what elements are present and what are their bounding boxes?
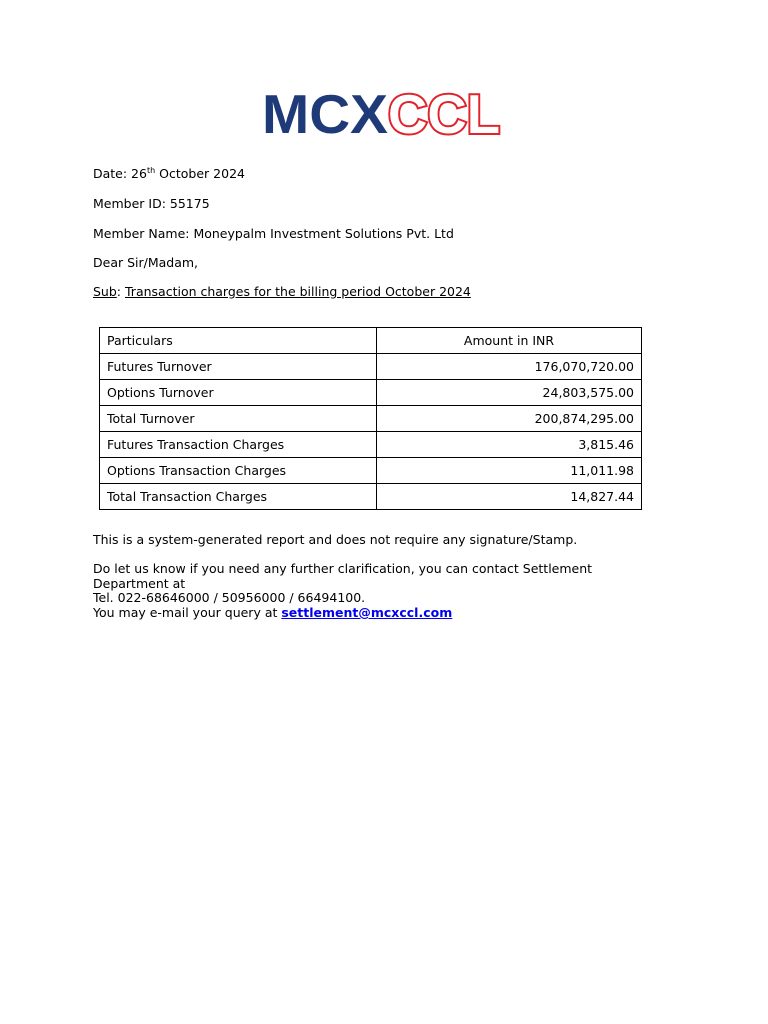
contact-line-1: Do let us know if you need any further clarification, you can contact Settlement Department at bbox=[93, 561, 593, 591]
row-label: Options Turnover bbox=[100, 380, 377, 406]
table-header-row bbox=[100, 328, 642, 354]
date-ordinal-suffix: th bbox=[146, 166, 156, 175]
email-line bbox=[93, 605, 452, 620]
date-line bbox=[93, 166, 245, 181]
row-label: Futures Transaction Charges bbox=[100, 432, 377, 458]
member-id: Member ID: 55175 bbox=[93, 196, 210, 211]
date-suffix: October 2024 bbox=[155, 166, 245, 181]
subject-line bbox=[93, 284, 471, 299]
row-amount: 3,815.46 bbox=[377, 432, 642, 458]
system-generated-note: This is a system-generated report and does not require any signature/Stamp. bbox=[93, 532, 578, 547]
table-row bbox=[100, 354, 642, 380]
transaction-charges-table bbox=[99, 327, 642, 510]
header-particulars: Particulars bbox=[100, 328, 377, 354]
row-amount: 200,874,295.00 bbox=[377, 406, 642, 432]
row-label: Options Transaction Charges bbox=[100, 458, 377, 484]
email-prefix: You may e-mail your query at bbox=[93, 605, 282, 620]
logo-mcx-text: MCX bbox=[262, 88, 389, 138]
subject-colon: : bbox=[116, 284, 122, 299]
salutation: Dear Sir/Madam, bbox=[93, 255, 199, 270]
row-label: Total Turnover bbox=[100, 406, 377, 432]
row-amount: 11,011.98 bbox=[377, 458, 642, 484]
row-label: Total Transaction Charges bbox=[100, 484, 377, 510]
row-label: Futures Turnover bbox=[100, 354, 377, 380]
subject-text: Transaction charges for the billing period October 2024 bbox=[125, 284, 471, 299]
contact-paragraph bbox=[93, 562, 653, 606]
row-amount: 24,803,575.00 bbox=[377, 380, 642, 406]
row-amount: 176,070,720.00 bbox=[377, 354, 642, 380]
row-amount: 14,827.44 bbox=[377, 484, 642, 510]
member-name: Member Name: Moneypalm Investment Solutions Pvt. Ltd bbox=[93, 226, 454, 241]
table-row bbox=[100, 432, 642, 458]
subject-label: Sub bbox=[93, 284, 117, 299]
table-row bbox=[100, 484, 642, 510]
mcxccl-logo bbox=[262, 88, 506, 138]
date-prefix: Date: 26 bbox=[93, 166, 147, 181]
table-row bbox=[100, 380, 642, 406]
header-amount: Amount in INR bbox=[377, 328, 642, 354]
contact-line-2: Tel. 022-68646000 / 50956000 / 66494100. bbox=[93, 590, 366, 605]
table-row bbox=[100, 458, 642, 484]
table-row bbox=[100, 406, 642, 432]
email-link[interactable]: settlement@mcxccl.com bbox=[281, 605, 453, 620]
logo-ccl-text: CCL bbox=[388, 88, 500, 138]
